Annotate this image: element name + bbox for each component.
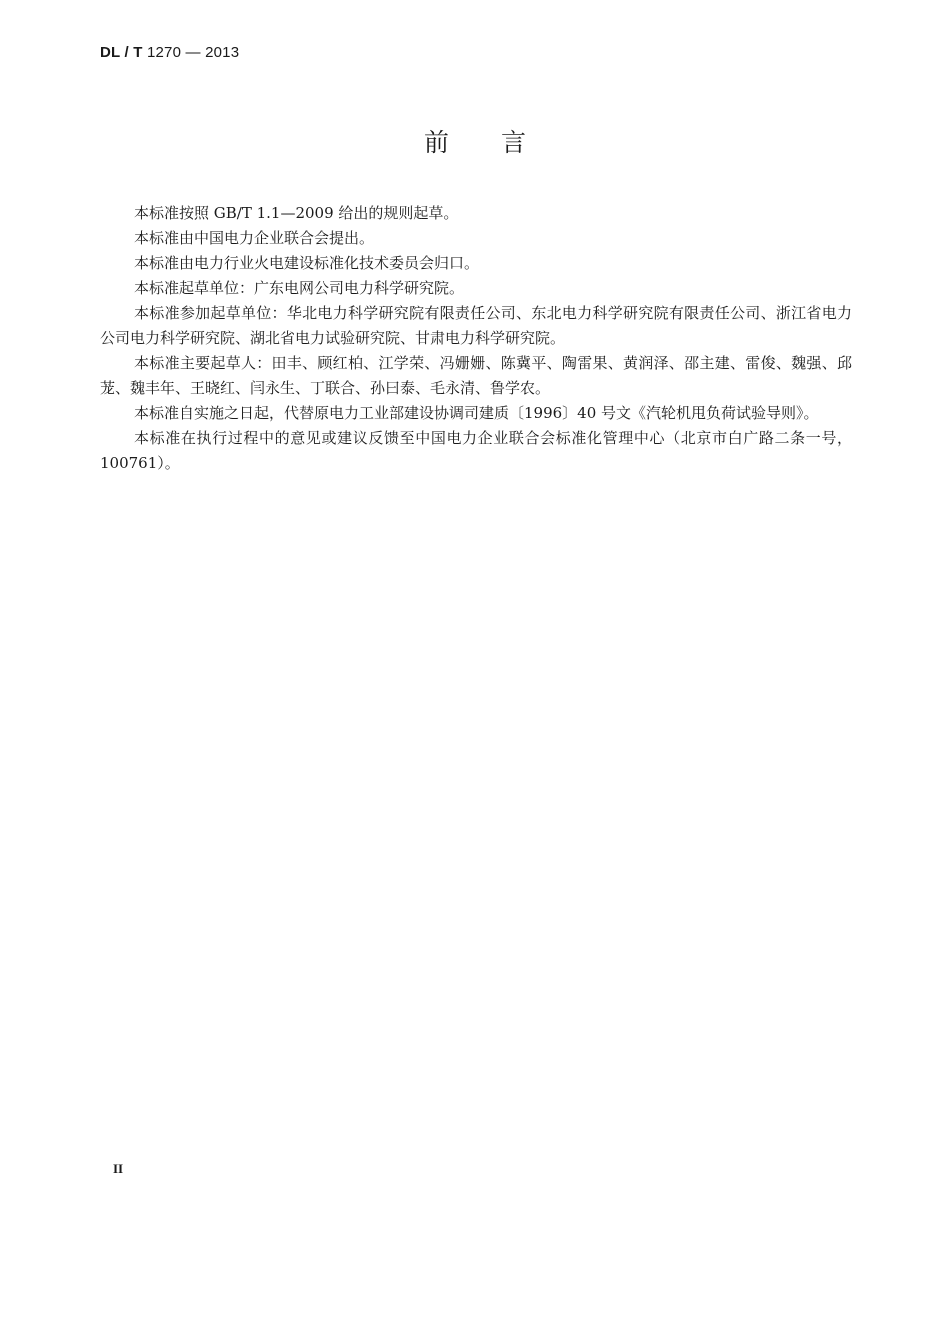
foreword-body [100,201,852,476]
paragraph-committee: 本标准由电力行业火电建设标准化技术委员会归口。 [134,254,480,272]
paragraph-proposer: 本标准由中国电力企业联合会提出。 [134,229,375,247]
page-number: II [113,1161,124,1176]
standard-code-prefix: DL / T [100,44,143,61]
paragraph-drafting-rules: 本标准按照 GB/T 1.1—2009 给出的规则起草。 [134,204,459,222]
paragraph-replacement: 本标准自实施之日起，代替原电力工业部建设协调司建质〔1996〕40 号文《汽轮机甩负荷试验导则》。 [134,404,819,422]
standard-code-header [100,44,239,61]
paragraph-main-drafters: 本标准主要起草人：田丰、顾红柏、江学荣、冯姗姗、陈冀平、陶雷果、黄润泽、邵主建、雷俊、魏强、邱茏、魏丰年、王晓红、闫永生、丁联合、孙曰泰、毛永清、鲁学农。 [100,354,852,397]
paragraph-drafting-unit: 本标准起草单位：广东电网公司电力科学研究院。 [134,279,465,297]
paragraph-feedback: 本标准在执行过程中的意见或建议反馈至中国电力企业联合会标准化管理中心（北京市白广路二条一号，100761）。 [100,429,852,472]
page-title: 前言 [423,128,578,157]
paragraph-participating-units: 本标准参加起草单位：华北电力科学研究院有限责任公司、东北电力科学研究院有限责任公司、浙江省电力公司电力科学研究院、湖北省电力试验研究院、甘肃电力科学研究院。 [100,304,852,347]
standard-code-number: 1270 — 2013 [142,44,240,61]
